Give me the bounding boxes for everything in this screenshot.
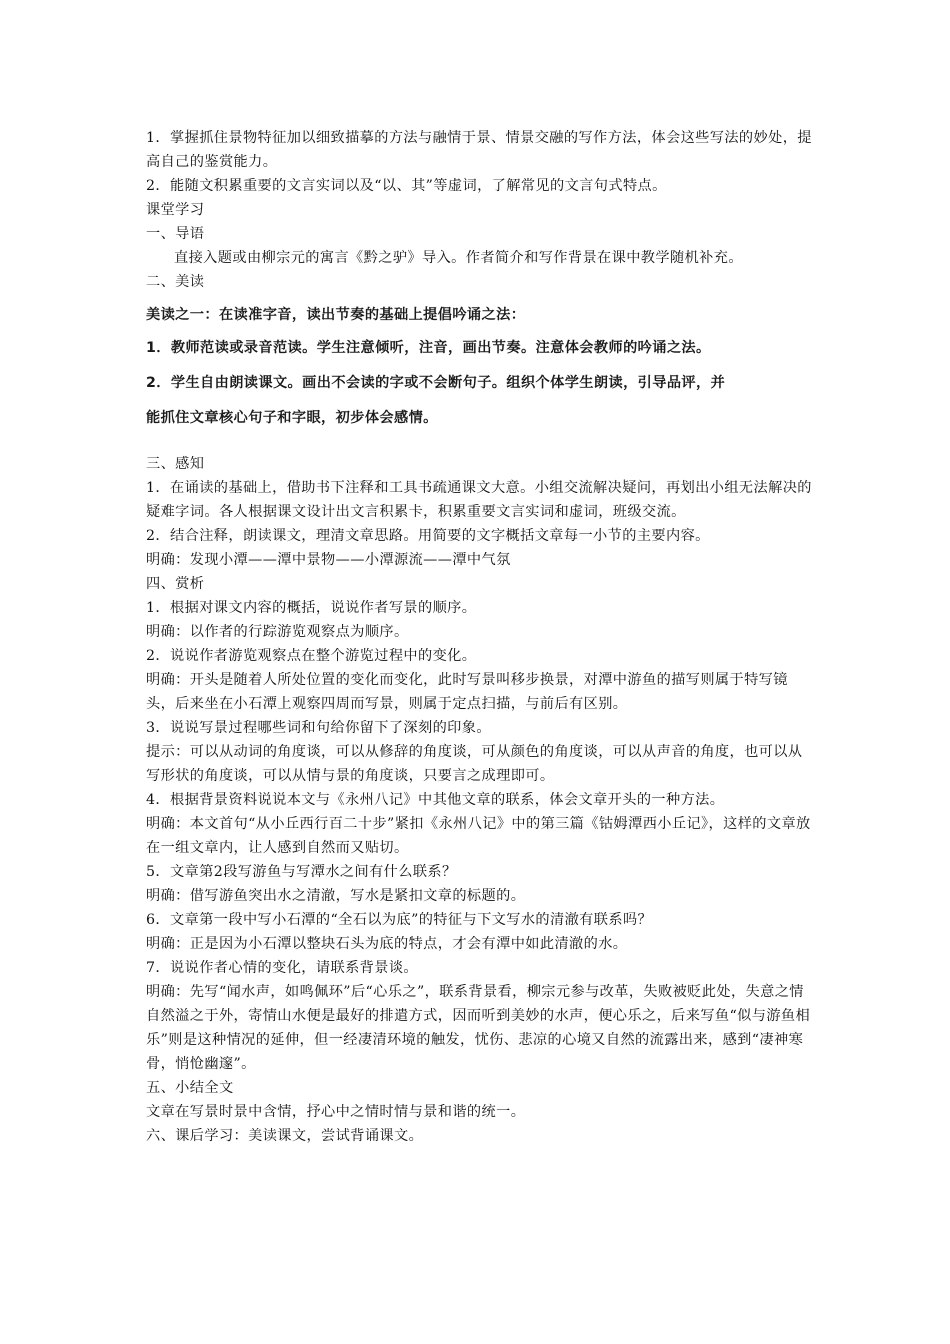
analysis-line: 明确：借写游鱼突出水之清澈，写水是紧扣文章的标题的。: [146, 888, 526, 904]
analysis-line: 2．说说作者游览观察点在整个游览过程中的变化。: [146, 648, 477, 664]
lesson-plan-body: [146, 126, 816, 1148]
analysis-line: 3．说说写景过程哪些词和句给你留下了深刻的印象。: [146, 720, 491, 736]
intro-text: 直接入题或由柳宗元的寓言《黔之驴》导入。作者简介和写作背景在课中教学随机补充。: [174, 250, 743, 266]
after-class-task: 六、课后学习：美读课文，尝试背诵课文。: [146, 1128, 424, 1144]
reading-box-item-2-cont: 能抓住文章核心句子和字眼，初步体会感情。: [146, 410, 438, 426]
section-heading-perceive: 三、感知: [146, 456, 205, 472]
reading-box-item-2: 2．学生自由朗读课文。画出不会读的字或不会断句子。组织个体学生朗读，引导品评，并: [146, 375, 726, 391]
reading-box-title: 美读之一：在读准字音，读出节奏的基础上提倡吟诵之法：: [146, 307, 526, 323]
analysis-line: 提示：可以从动词的角度谈，可以从修辞的角度谈，可从颜色的角度谈，可以从声音的角度，也可以从写形状的角度谈，可以从情与景的角度谈，只要言之成理即可。: [146, 744, 803, 784]
objective-1: 1．掌握抓住景物特征加以细致描摹的方法与融情于景、情景交融的写作方法，体会这些写法的妙处，提高自己的鉴赏能力。: [146, 130, 812, 170]
section-heading-summary: 五、小结全文: [146, 1080, 234, 1096]
analysis-line: 4．根据背景资料说说本文与《永州八记》中其他文章的联系，体会文章开头的一种方法。: [146, 792, 725, 808]
perceive-answer: 明确：发现小潭——潭中景物——小潭源流——潭中气氛: [146, 552, 511, 568]
summary-text: 文章在写景时景中含情，抒心中之情时情与景和谐的统一。: [146, 1104, 526, 1120]
section-heading-reading: 二、美读: [146, 274, 205, 290]
section-heading-analysis: 四、赏析: [146, 576, 205, 592]
analysis-line: 明确：以作者的行踪游览观察点为顺序。: [146, 624, 409, 640]
section-heading-intro: 一、导语: [146, 226, 205, 242]
analysis-line: 明确：正是因为小石潭以整块石头为底的特点，才会有潭中如此清澈的水。: [146, 936, 628, 952]
section-heading-class: 课堂学习: [146, 202, 205, 218]
analysis-line: 5．文章第2段写游鱼与写潭水之间有什么联系？: [146, 864, 457, 880]
reading-box-item-1: 1．教师范读或录音范读。学生注意倾听，注音，画出节奏。注意体会教师的吟诵之法。: [146, 340, 711, 356]
analysis-line: 1．根据对课文内容的概括，说说作者写景的顺序。: [146, 600, 477, 616]
perceive-paragraph-1: 1．在诵读的基础上，借助书下注释和工具书疏通课文大意。小组交流解决疑问，再划出小组无法解决的疑难字词。各人根据课文设计出文言积累卡，积累重要文言实词和虚词，班级交流。: [146, 480, 812, 520]
analysis-line: 6．文章第一段中写小石潭的“全石以为底”的特征与下文写水的清澈有联系吗？: [146, 912, 653, 928]
analysis-line: 明确：本文首句“从小丘西行百二十步”紧扣《永州八记》中的第三篇《钴姆潭西小丘记》，这样的文章放在一组文章内，让人感到自然而又贴切。: [146, 816, 811, 856]
analysis-line: 7．说说作者心情的变化，请联系背景谈。: [146, 960, 419, 976]
objective-2: 2．能随文积累重要的文言实词以及“以、其”等虚词，了解常见的文言句式特点。: [146, 178, 667, 194]
perceive-paragraph-2: 2．结合注释，朗读课文，理清文章思路。用简要的文字概括文章每一小节的主要内容。: [146, 528, 710, 544]
analysis-line: 明确：先写“闻水声，如鸣佩环”后“心乐之”，联系背景看，柳宗元参与改革，失败被贬此处，失意之情自然溢之于外，寄情山水便是最好的排遣方式，因而听到美妙的水声，便心乐之，后来写鱼“似与游鱼相乐”则是这种情况的延伸，但一经凄清环境的触发，忧伤、悲凉的心境又自然的流露出来，感到“凄神寒骨，悄怆幽邃”。: [146, 984, 811, 1072]
analysis-line: 明确：开头是随着人所处位置的变化而变化，此时写景叫移步换景，对潭中游鱼的描写则属于特写镜头，后来坐在小石潭上观察四周而写景，则属于定点扫描，与前后有区别。: [146, 672, 788, 712]
reading-method-box: [146, 300, 816, 436]
